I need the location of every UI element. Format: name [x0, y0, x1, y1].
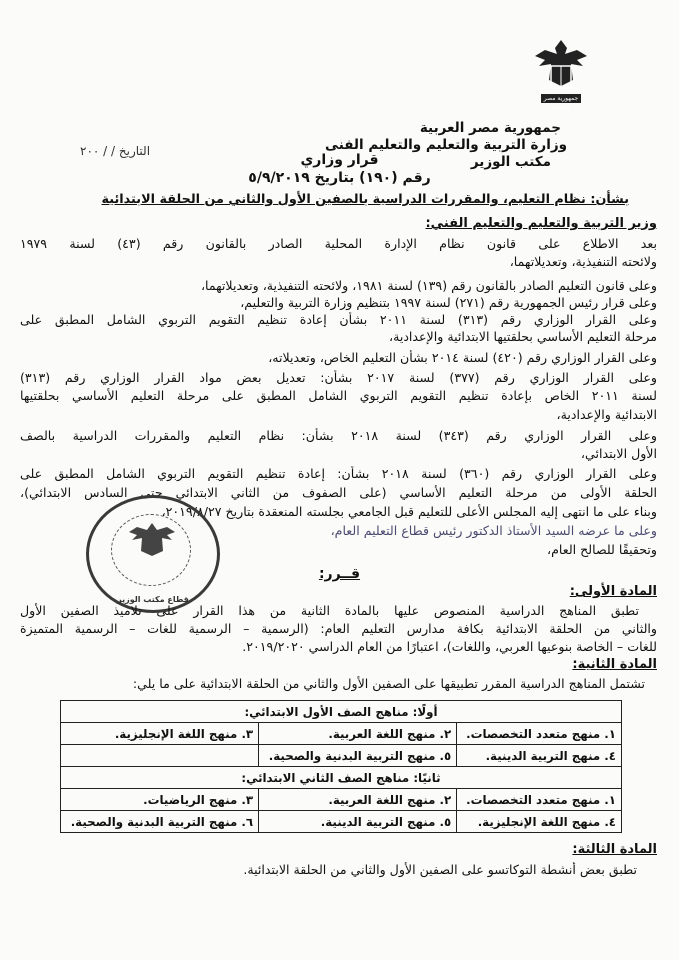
table-cell: ١. منهج متعدد التخصصات.	[457, 723, 622, 745]
preamble-line: ولائحته التنفيذية، وتعديلاتهما،	[509, 254, 657, 269]
preamble-line: وعلى قرار رئيس الجمهورية رقم (٢٧١) لسنة ١٩٩٧ بتنظيم وزارة التربية والتعليم،	[240, 295, 657, 310]
table-cell	[61, 745, 259, 767]
decree-subject: بشأن: نظام التعليم، والمقررات الدراسية بالصفين الأول والثاني من الحلقة الابتدائية	[101, 192, 629, 207]
preamble-line: وعلى القرار الوزاري رقم (٣١٣) لسنة ٢٠١١ بشأن إعادة تنظيم التقويم التربوي الشامل المطبق على	[20, 312, 657, 327]
table-cell: ٥. منهج التربية البدنية والصحية.	[259, 745, 457, 767]
table-cell: ٦. منهج التربية البدنية والصحية.	[61, 811, 259, 833]
table-cell: ٤. منهج اللغة الإنجليزية.	[457, 811, 622, 833]
preamble-line: مرحلة التعليم الأساسي بحلقتيها الابتدائية والإعدادية،	[389, 329, 657, 344]
curriculum-table	[60, 700, 622, 833]
preamble-line: وعلى قانون التعليم الصادر بالقانون رقم (١٣٩) لسنة ١٩٨١، ولائحته التنفيذية، وتعديلاتهما،	[200, 278, 657, 293]
decree-title: قرار وزاري	[300, 152, 379, 168]
article2-intro: تشتمل المناهج الدراسية المقرر تطبيقها على الصفين الأول والثاني من الحلقة الابتدائية على ما يلي:	[132, 676, 645, 691]
preamble-line: بعد الاطلاع على قانون نظام الإدارة المحلية الصادر بالقانون رقم (٤٣) لسنة ١٩٧٩	[20, 236, 657, 251]
article3-title: المادة الثالثة:	[572, 842, 657, 857]
preamble-line: وبناء على ما انتهى إليه المجلس الأعلى للتعليم قبل الجامعي بجلسته المنعقدة بتاريخ ٢٠١٩/٨/٢٧،	[161, 504, 657, 519]
preamble-line: لسنة ٢٠١١ الخاص بإعادة تنظيم التقويم التربوي الشامل المطبق على مرحلة التعليم الأساسي بحلقتيها	[20, 388, 657, 403]
preamble-line: الابتدائية والإعدادية،	[556, 407, 657, 422]
article3-text: تطبق بعض أنشطة التوكاتسو على الصفين الأول والثاني من الحلقة الابتدائية.	[243, 862, 637, 877]
country-name: جمهورية مصر العربية	[419, 120, 561, 136]
table-cell: ٣. منهج اللغة الإنجليزية.	[61, 723, 259, 745]
table-cell: ٢. منهج اللغة العربية.	[259, 789, 457, 811]
article1-title: المادة الأولى:	[569, 584, 657, 599]
minister-title: وزير التربية والتعليم والتعليم الفني:	[425, 216, 657, 231]
section-title: أولًا: مناهج الصف الأول الابتدائي:	[61, 701, 622, 723]
table-cell: ٥. منهج التربية الدينية.	[259, 811, 457, 833]
office-name: مكتب الوزير	[470, 154, 551, 170]
date-label: التاريخ / / ٢٠٠	[80, 144, 151, 158]
official-stamp	[86, 495, 220, 613]
article1-line: للغات – الخاصة بنوعيها العربي، واللغات)، اعتبارًا من العام الدراسي ٢٠١٩/٢٠٢٠.	[242, 639, 657, 654]
article2-title: المادة الثانية:	[572, 657, 657, 672]
preamble-line: وتحقيقًا للصالح العام،	[547, 542, 657, 557]
table-cell: ٢. منهج اللغة العربية.	[259, 723, 457, 745]
preamble-line: الأول الابتدائي،	[580, 446, 657, 461]
eagle-logo	[529, 36, 593, 111]
decided-heading: قــرر:	[318, 566, 361, 582]
table-cell: ١. منهج متعدد التخصصات.	[457, 789, 622, 811]
table-section-row	[61, 767, 622, 789]
table-row	[61, 745, 622, 767]
stamp-caption: قطاع مكتب الوزير	[117, 595, 189, 604]
preamble-line: وعلى القرار الوزاري رقم (٣٧٧) لسنة ٢٠١٧ بشأن: تعديل بعض مواد القرار الوزاري رقم (٣١٣)	[20, 370, 657, 385]
article1-line: تطبق المناهج الدراسية المنصوص عليها بالمادة الثانية من هذا القرار على تلاميذ الصفين الأول	[20, 603, 639, 618]
preamble-line: الحلقة الأولى من مرحلة التعليم الأساسي (على الصفوف من الثاني الابتدائي حتى السادس الابتدائي)،	[20, 485, 657, 500]
table-row	[61, 723, 622, 745]
decree-number: رقم (١٩٠) بتاريخ ٥/٩/٢٠١٩	[248, 170, 431, 186]
preamble-line: وعلى القرار الوزاري رقم (٣٦٠) لسنة ٢٠١٨ بشأن: إعادة تنظيم التقويم التربوي الشامل المطبق على	[20, 466, 657, 481]
preamble-line: وعلى ما عرضه السيد الأستاذ الدكتور رئيس قطاع التعليم العام،	[330, 523, 657, 538]
table-cell: ٣. منهج الرياضيات.	[61, 789, 259, 811]
table-section-row	[61, 701, 622, 723]
section-title: ثانيًا: مناهج الصف الثاني الابتدائي:	[61, 767, 622, 789]
ministry-name: وزارة التربية والتعليم والتعليم الفنى	[325, 137, 567, 153]
table-row	[61, 811, 622, 833]
preamble-line: وعلى القرار الوزاري رقم (٣٤٣) لسنة ٢٠١٨ بشأن: نظام التعليم والمقررات الدراسية بالصف	[20, 428, 657, 443]
logo-caption: جمهورية مصر العربية	[543, 95, 579, 111]
article1-line: والثاني من الحلقة الابتدائية بكافة مدارس التعليم العام: (الرسمية – الرسمية للغات – الرسمية المتميزة	[20, 621, 657, 636]
table-cell: ٤. منهج التربية الدينية.	[457, 745, 622, 767]
table-row	[61, 789, 622, 811]
preamble-line: وعلى القرار الوزاري رقم (٤٢٠) لسنة ٢٠١٤ بشأن التعليم الخاص، وتعديلاته،	[268, 350, 657, 365]
